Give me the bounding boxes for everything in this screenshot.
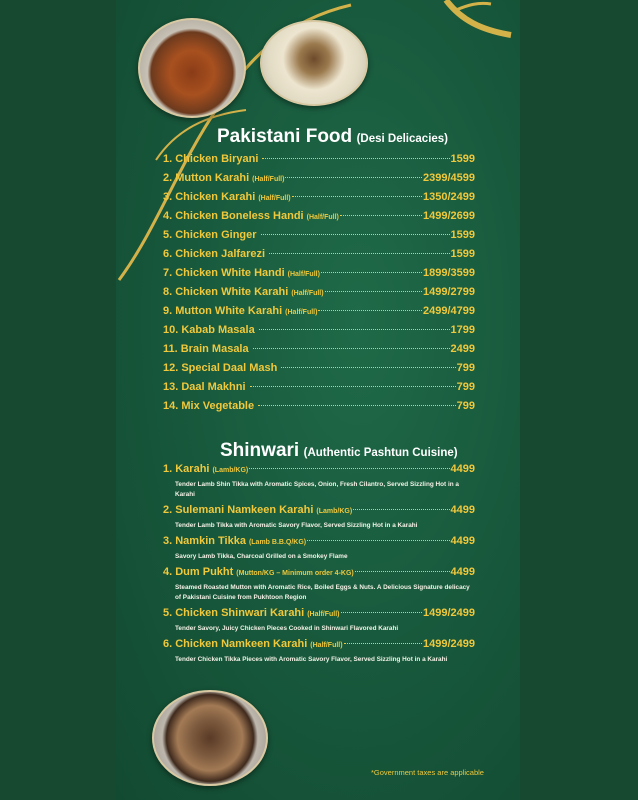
shinwari-menu-list [163,463,475,669]
menu-item-portion: (Mutton/KG – Minimum order 4-KG) [236,570,354,577]
menu-item-price: 4499 [450,566,475,578]
shinwari-item [163,463,475,500]
dot-leader [261,234,450,235]
menu-item-name: 7. Chicken White Handi [163,267,285,279]
menu-item-price: 1599 [450,248,475,260]
menu-item-price: 4499 [450,504,475,516]
menu-item-name: 3. Chicken Karahi [163,191,256,203]
menu-item-portion: (Half/Full) [291,290,324,297]
menu-item-name: 10. Kabab Masala [163,324,255,336]
menu-item-name: 14. Mix Vegetable [163,400,255,412]
dot-leader [340,215,422,216]
dot-leader [341,612,423,613]
dot-leader [250,386,456,387]
menu-item-price: 4499 [450,463,475,475]
pakistani-subtitle: (Desi Delicacies) [356,133,449,145]
menu-item-price: 2399/4599 [423,172,475,184]
menu-item-row [163,324,475,343]
menu-item-row [163,566,475,583]
menu-item-row [163,638,475,655]
menu-item-row [163,504,475,521]
dot-leader [292,196,422,197]
dot-leader [281,367,455,368]
menu-item-price: 1599 [450,229,475,241]
menu-item-row [163,191,475,210]
menu-item-portion: (Lamb B.B.Q/KG) [248,539,307,546]
menu-item-name: 11. Brain Masala [163,343,249,355]
menu-item-price: 4499 [450,535,475,547]
menu-item-name: 9. Mutton White Karahi [163,305,283,317]
menu-item-description: Tender Lamb Tikka with Aromatic Savory Flavor, Served Sizzling Hot in a Karahi [175,522,418,529]
pakistani-title: Pakistani Food [217,126,353,147]
menu-item-name: 13. Daal Makhni [163,381,246,393]
dot-leader [262,158,449,159]
menu-item-price: 1899/3599 [423,267,475,279]
menu-item-row [163,286,475,305]
dot-leader [259,329,450,330]
menu-item-description: Steamed Roasted Mutton with Aromatic Rice, Boiled Eggs & Nuts. A Delicious Signature delicacy of Pakistani Cuisine from Pukhtoon Region [175,584,470,601]
menu-item-name: 6. Chicken Jalfarezi [163,248,266,260]
menu-item-name: 2. Mutton Karahi [163,172,250,184]
menu-item-name: 3. Namkin Tikka [163,535,246,547]
mutton-dish-photo [152,690,268,786]
menu-item-price: 799 [456,381,475,393]
shinwari-title: Shinwari [220,440,300,461]
menu-item-price: 1499/2499 [423,607,475,619]
menu-item-price: 1350/2499 [423,191,475,203]
tax-footnote: *Government taxes are applicable [371,768,484,777]
menu-item-name: 5. Chicken Ginger [163,229,257,241]
menu-item-name: 4. Dum Pukht [163,566,234,578]
menu-item-price: 2499/4799 [423,305,475,317]
dot-leader [269,253,449,254]
menu-item-row [163,400,475,419]
menu-item-price: 1499/2699 [423,210,475,222]
menu-item-name: 2. Sulemani Namkeen Karahi [163,504,314,516]
menu-item-row [163,229,475,248]
menu-panel [116,0,520,800]
dot-leader [318,310,422,311]
dot-leader [249,468,449,469]
menu-item-description: Tender Lamb Shin Tikka with Aromatic Spices, Onion, Fresh Cilantro, Served Sizzling Hot in a Karahi [175,481,459,498]
menu-item-price: 799 [456,362,475,374]
menu-item-price: 1599 [450,153,475,165]
menu-item-description: Tender Savory, Juicy Chicken Pieces Cooked in Shinwari Flavored Karahi [175,625,399,632]
menu-item-row [163,463,475,480]
menu-item-name: 6. Chicken Namkeen Karahi [163,638,308,650]
menu-item-name: 1. Chicken Biryani [163,153,259,165]
pakistani-menu-list [163,153,475,419]
menu-item-price: 1499/2499 [423,638,475,650]
menu-item-portion: (Half/Full) [287,271,320,278]
dot-leader [253,348,450,349]
shinwari-item [163,566,475,603]
menu-item-row [163,362,475,381]
shinwari-item [163,638,475,665]
menu-item-price: 2499 [450,343,475,355]
dot-leader [307,540,449,541]
menu-item-row [163,248,475,267]
menu-item-name: 12. Special Daal Mash [163,362,278,374]
menu-item-description: Tender Chicken Tikka Pieces with Aromatic Savory Flavor, Served Sizzling Hot in a Karahi [175,656,448,663]
menu-item-row [163,153,475,172]
menu-item-portion: (Half/Full) [258,195,291,202]
menu-item-price: 1499/2799 [423,286,475,298]
menu-item-row [163,267,475,286]
shinwari-item [163,504,475,531]
menu-item-portion: (Lamb/KG) [316,508,353,515]
menu-item-portion: (Half/Full) [285,309,318,316]
dot-leader [321,272,422,273]
shinwari-item [163,535,475,562]
menu-item-row [163,607,475,624]
handi-dish-photo [260,20,368,106]
menu-item-name: 1. Karahi [163,463,210,475]
menu-item-row [163,381,475,400]
menu-item-portion: (Half/Full) [252,176,285,183]
menu-item-name: 5. Chicken Shinwari Karahi [163,607,305,619]
dot-leader [285,177,422,178]
menu-item-portion: (Half/Full) [307,611,340,618]
menu-item-name: 4. Chicken Boneless Handi [163,210,304,222]
menu-item-name: 8. Chicken White Karahi [163,286,289,298]
menu-item-portion: (Lamb/KG) [212,467,249,474]
menu-item-row [163,172,475,191]
shinwari-item [163,607,475,634]
dot-leader [325,291,422,292]
menu-item-description: Savory Lamb Tikka, Charcoal Grilled on a Smokey Flame [175,553,348,560]
karahi-dish-photo [138,18,246,118]
menu-item-portion: (Half/Full) [306,214,339,221]
menu-item-row [163,305,475,324]
menu-item-price: 1799 [450,324,475,336]
menu-item-price: 799 [456,400,475,412]
dot-leader [258,405,456,406]
menu-item-row [163,343,475,362]
menu-item-portion: (Half/Full) [310,642,343,649]
dot-leader [344,643,422,644]
shinwari-subtitle: (Authentic Pashtun Cuisine) [303,447,458,459]
dot-leader [355,571,450,572]
menu-item-row [163,535,475,552]
shinwari-heading [220,440,458,462]
pakistani-food-heading [217,126,448,148]
dot-leader [353,509,449,510]
menu-item-row [163,210,475,229]
